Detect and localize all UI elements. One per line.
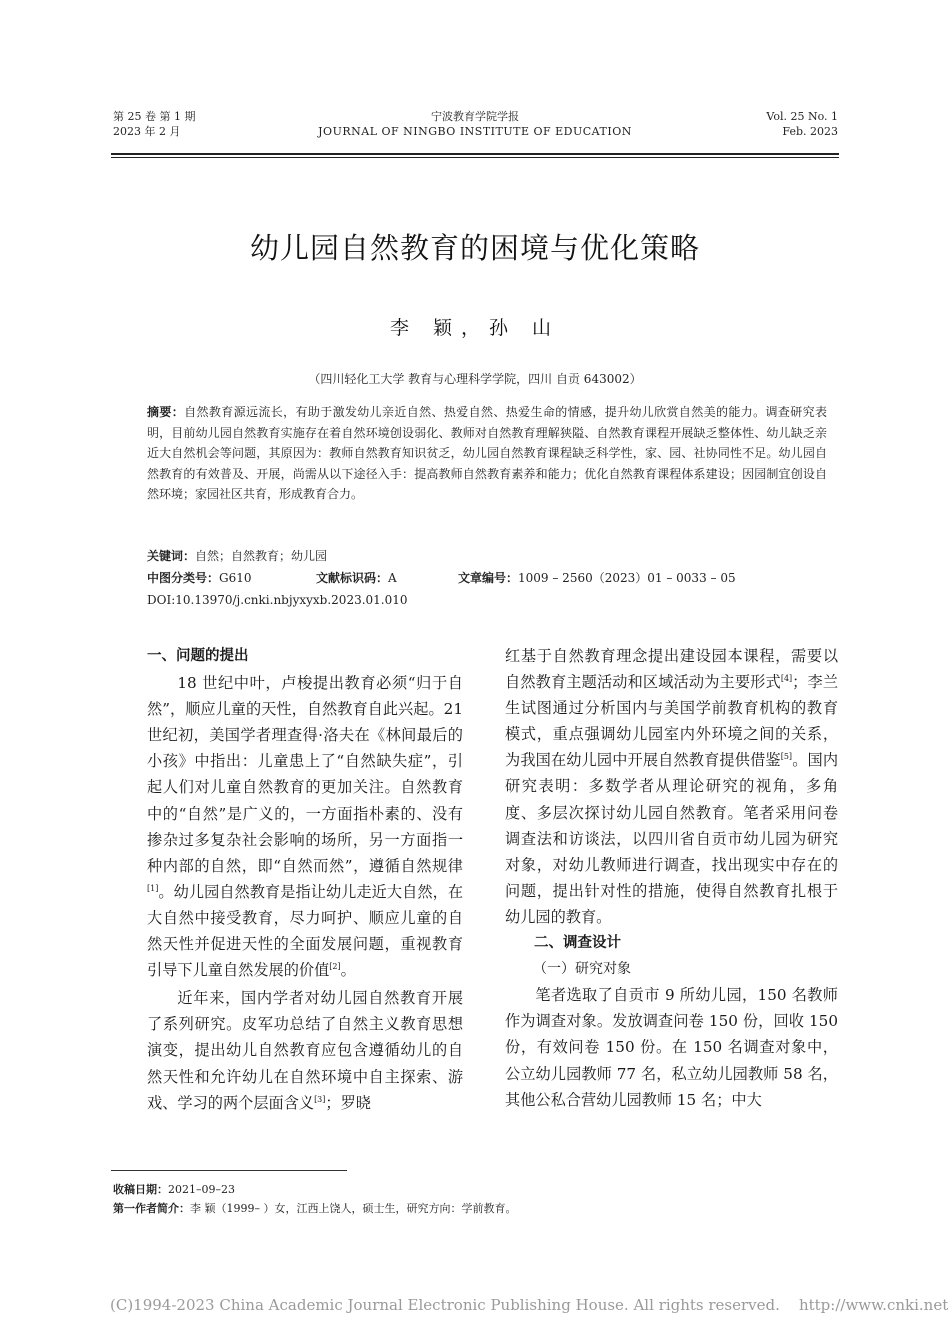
header-rule-thin bbox=[111, 157, 839, 158]
citation-4: [4] bbox=[780, 674, 793, 684]
abstract bbox=[147, 402, 827, 505]
keywords bbox=[147, 546, 327, 566]
left-column bbox=[147, 643, 463, 1116]
article-title: 幼儿园自然教育的困境与优化策略 bbox=[249, 231, 700, 265]
article-authors: 李 颖，孙 山 bbox=[389, 317, 561, 339]
keywords-label: 关键词： bbox=[147, 549, 196, 563]
subsection-heading: （一）研究对象 bbox=[533, 961, 631, 978]
footnote-author bbox=[113, 1199, 517, 1218]
paragraph-text: ；李兰生试图通过分析国内与美国学前教育机构的教育模式，重点强调幼儿园室内外环境之间的关系，为我国在幼儿园中开展自然教育提供借鉴 bbox=[505, 673, 839, 770]
header-journal-en: JOURNAL OF NINGBO INSTITUTE OF EDUCATION bbox=[318, 125, 632, 138]
header-vol-en bbox=[700, 109, 838, 139]
doc-code-value: A bbox=[388, 571, 397, 585]
header-vol-en-line: Vol. 25 No. 1 bbox=[766, 110, 838, 123]
paragraph bbox=[147, 985, 463, 1115]
paragraph-text: 。幼儿园自然教育是指让幼儿走近大自然，在大自然中接受教育，尽力呵护、顺应儿童的自然天性并促进天性的全面发展问题，重视教育引导下儿童自然发展的价值 bbox=[147, 882, 463, 980]
footnote-received bbox=[113, 1180, 235, 1199]
header-volume bbox=[113, 109, 195, 139]
doc-code-label: 文献标识码： bbox=[316, 571, 389, 585]
header-journal bbox=[300, 109, 650, 139]
article-number-value: 1009 – 2560（2023）01 – 0033 – 05 bbox=[518, 571, 736, 585]
article-number bbox=[458, 568, 736, 588]
article-number-label: 文章编号： bbox=[458, 571, 519, 585]
header-date-line: 2023 年 2 月 bbox=[113, 125, 181, 138]
author-bio: 李 颖（1999– ）女，江西上饶人，硕士生，研究方向：学前教育。 bbox=[190, 1202, 517, 1215]
received-date: 2021–09–23 bbox=[168, 1183, 235, 1196]
section-heading-2: 二、调查设计 bbox=[534, 935, 621, 952]
header-date-en-line: Feb. 2023 bbox=[782, 125, 838, 138]
right-column bbox=[505, 643, 838, 1113]
copyright-notice: (C)1994-2023 China Academic Journal Electronic Publishing House. All rights reserved. http://www.cnki.net bbox=[110, 1296, 949, 1314]
abstract-label: 摘要： bbox=[147, 405, 185, 419]
citation-2: [2] bbox=[329, 962, 341, 972]
citation-5: [5] bbox=[780, 752, 793, 762]
paragraph-text: 。 bbox=[340, 961, 356, 980]
doi: DOI:10.13970/j.cnki.nbjyxyxb.2023.01.010 bbox=[147, 593, 408, 607]
citation-1: [1] bbox=[147, 883, 159, 893]
paragraph-text: 。国内研究表明：多数学者从理论研究的视角，多角度、多层次探讨幼儿园自然教育。笔者采用问卷调查法和访谈法，以四川省自贡市幼儿园为研究对象，对幼儿教师进行调查，找出现实中存在的问题，提出针对性的措施，使得自然教育扎根于幼儿园的教育。 bbox=[505, 751, 839, 926]
paragraph bbox=[147, 670, 463, 983]
citation-3: [3] bbox=[314, 1094, 326, 1104]
clc-label: 中图分类号： bbox=[147, 571, 220, 585]
paragraph-text: ；罗晓 bbox=[325, 1093, 371, 1112]
doc-code bbox=[316, 568, 397, 588]
header-rule-thick bbox=[111, 153, 839, 155]
paragraph-text: 18 世纪中叶，卢梭提出教育必须“归于自然”，顺应儿童的天性，自然教育自此兴起。21 世纪初，美国学者理查得·洛夫在《林间最后的小孩》中指出：儿童患上了“自然缺失症”，引起人们对儿童自然教育的更加关注。自然教育中的“自然”是广义的，一方面指朴素的、没有掺杂过多复杂社会影响的场所，另一方面指一种内部的自然，即“自然而然”，遵循自然规律 bbox=[147, 674, 463, 875]
footnote-rule bbox=[111, 1170, 347, 1171]
abstract-text: 自然教育源远流长，有助于激发幼儿亲近自然、热爱自然、热爱生命的情感，提升幼儿欣赏自然美的能力。调查研究表明，目前幼儿园自然教育实施存在着自然环境创设弱化、教师对自然教育理解狭隘、自然教育课程开展缺乏整体性、幼儿缺乏亲近大自然机会等问题，其原因为：教师自然教育知识贫乏，幼儿园自然教育课程缺乏科学性，家、园、社协同性不足。幼儿园自然教育的有效普及、开展，尚需从以下途径入手：提高教师自然教育素养和能力；优化自然教育课程体系建设；因园制宜创设自然环境；家园社区共育，形成教育合力。 bbox=[147, 405, 827, 502]
header-journal-cn: 宁波教育学院学报 bbox=[431, 110, 519, 123]
paragraph bbox=[505, 643, 838, 930]
paragraph-text: 红基于自然教育理念提出建设园本课程，需要以自然教育主题活动和区域活动为主要形式 bbox=[505, 647, 838, 692]
article-affiliation: （四川轻化工大学 教育与心理科学学院，四川 自贡 643002） bbox=[308, 372, 642, 386]
received-label: 收稿日期： bbox=[113, 1183, 168, 1196]
paragraph: 笔者选取了自贡市 9 所幼儿园，150 名教师作为调查对象。发放调查问卷 150 份，回收 150 份，有效问卷 150 份。在 150 名调查对象中，公立幼儿园教师 77 名，私立幼儿园教师 58 名，其他公私合营幼儿园教师 15 名；中大 bbox=[505, 986, 838, 1109]
keywords-text: 自然；自然教育；幼儿园 bbox=[195, 549, 328, 563]
section-heading-1: 一、问题的提出 bbox=[147, 648, 249, 664]
clc-value: G610 bbox=[219, 571, 252, 585]
header-volume-line: 第 25 卷 第 1 期 bbox=[113, 110, 196, 123]
paragraph-text: 近年来，国内学者对幼儿园自然教育开展了系列研究。皮军功总结了自然主义教育思想演变，提出幼儿自然教育应包含遵循幼儿的自然天性和允许幼儿在自然环境中自主探索、游戏、学习的两个层面含义 bbox=[147, 989, 463, 1112]
author-bio-label: 第一作者简介： bbox=[113, 1202, 190, 1215]
